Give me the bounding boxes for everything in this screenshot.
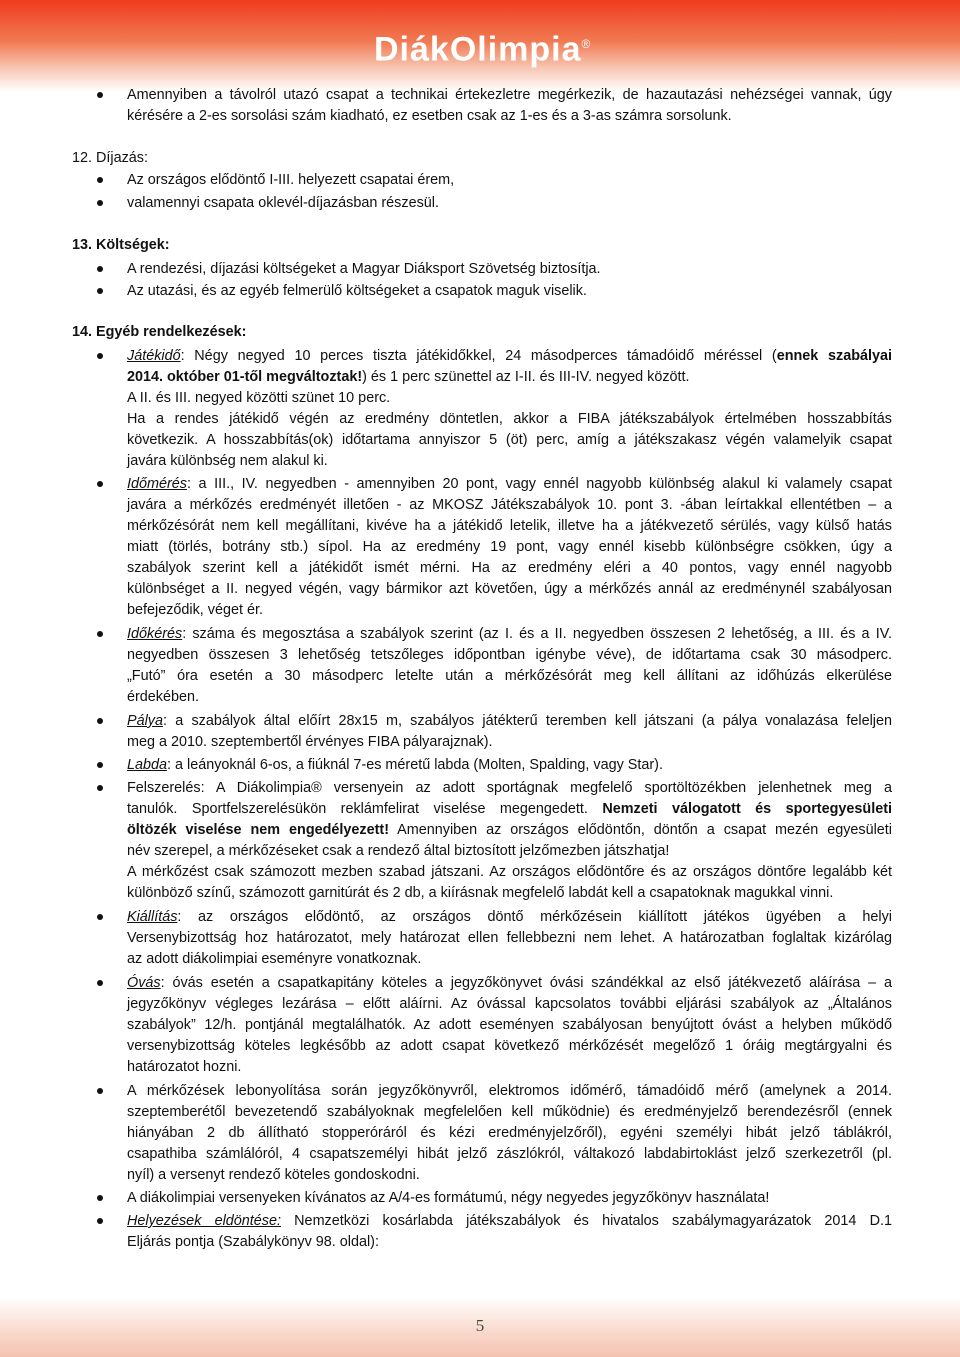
text-line: különböző színű, számozott garnitúrát és 2 db, a kiírásnak megfelelő labdát kell a csapatoknak magukkal vinni.: [127, 885, 834, 901]
term-ovas: Óvás: [127, 975, 161, 991]
text-line: Időkérés: száma és megosztása a szabályok szerint (az I. és a II. negyedben összesen 2 lehetőség, a III. és a IV.: [127, 626, 892, 642]
text-line: meg a 2010. szeptembertől érvényes FIBA pályarajznak).: [127, 734, 493, 750]
text-line: Amennyiben a távolról utazó csapat a technikai értekezletre megérkezik, de hazautazási nehézségei vannak, úgy: [127, 87, 892, 103]
text-line: szabályok szerint kell a játékidőt ismét mérni. Ha az eredmény eléri a 40 pontos, vagy ennél nagyobb: [127, 560, 892, 576]
text-line: öltözék viselése nem engedélyezett! Amennyiben az országos elődöntőn, döntőn a csapat mezén egyesületi: [127, 822, 892, 838]
text-line: Ha a rendes játékidő végén az eredmény döntetlen, akkor a FIBA játékszabályok értelmében hosszabbítás: [127, 411, 892, 427]
text-line: kérésére a 2-es sorsolási szám kiadható, ez esetben csak az 1-es és a 3-as számra sorsolunk.: [127, 108, 732, 124]
bullet-icon: [97, 200, 103, 206]
text-line: Pálya: a szabályok által előírt 28x15 m, szabályos játékterű teremben kell játszani (a pálya vonalazása feleljen: [127, 713, 892, 729]
bullet-icon: [97, 980, 103, 986]
section-heading-13: 13. Költségek:: [72, 237, 170, 253]
text-line: szabályok” 12/h. pontjánál megtalálhatók. Az adott eseményen szabályosan benyújtott óvást a helyben működő: [127, 1017, 892, 1033]
bullet-icon: [97, 288, 103, 294]
text-line: A diákolimpiai versenyeken kívánatos az A/4-es formátumú, négy negyedes jegyzőkönyv használata!: [127, 1190, 770, 1206]
text-line: Az utazási, és az egyéb felmerülő költségeket a csapatok maguk viselik.: [127, 283, 587, 299]
text-line: az adott diákolimpiai eseményre vonatkoznak.: [127, 951, 422, 967]
bullet-icon: [97, 631, 103, 637]
text-line: Időmérés: a III., IV. negyedben - amennyiben 20 pont, vagy ennél nagyobb különbség alakul ki valamely csapat: [127, 476, 892, 492]
text-line: Az országos elődöntő I-III. helyezett csapatai érem,: [127, 172, 455, 188]
text-line: csapathiba számlálóról, 4 csapatszemélyi hibát jelző zászlókról, váltakozó labdabirtoklást jelző szerkezetről (pl.: [127, 1146, 892, 1162]
section-heading-14: 14. Egyéb rendelkezések:: [72, 324, 247, 340]
text-line: mérkőzésórát nem kell megállítani, kivéve ha a játékidő letelik, illetve ha a játékvezető sérülés, vagy külső hatás: [127, 518, 892, 534]
term-idomeres: Időmérés: [127, 476, 187, 492]
text-line: Versenybizottság hoz határozatot, mely határozat ellen fellebbezni nem lehet. A határozatban foglaltak kizárólag: [127, 930, 892, 946]
term-jatekido: Játékidő: [127, 348, 181, 364]
text-line: Kiállítás: az országos elődöntő, az országos döntő mérkőzésein kiállított játékos ügyében a helyi: [127, 909, 892, 925]
text-line: Játékidő: Négy negyed 10 perces tiszta játékidőkkel, 24 másodperces támadóidő méréssel (ennek szabályai: [127, 348, 892, 364]
text-line: határozatot hozni.: [127, 1059, 242, 1075]
term-kiallitas: Kiállítás: [127, 909, 178, 925]
text-line: Felszerelés: A Diákolimpia® versenyein az adott sportágnak megfelelő sportöltözékben jelenhetnek meg a: [127, 780, 892, 796]
header-band: [0, 0, 960, 92]
bullet-icon: [97, 785, 103, 791]
text-line: jegyzőkönyv végleges lezárása – előtt aláírni. Az óvással kapcsolatos további eljárási szabályok az „Általános: [127, 996, 892, 1012]
text-line: Labda: a leányoknál 6-os, a fiúknál 7-es méretű labda (Molten, Spalding, vagy Star).: [127, 757, 663, 773]
text-line: miatt (törlés, botrány stb.) sípol. Ha az eredmény 19 pont, vagy ennél kisebb különbségre csökken, úgy a: [127, 539, 892, 555]
text-line: javára a mérkőzés eredményét illetően - az MKOSZ Játékszabályok 10. pont 3. -ában leírtakkal ellentétben – a: [127, 497, 892, 513]
bullet-icon: [97, 718, 103, 724]
text-line: A mérkőzést csak számozott mezben szabad játszani. Az országos elődöntőre és az országos döntőre legalább két: [127, 864, 892, 880]
bullet-icon: [97, 92, 103, 98]
bullet-icon: [97, 1218, 103, 1224]
text-line: név szerepel, a mérkőzéseket csak a rendező által biztosított jelzőmezben játszhatja!: [127, 843, 670, 859]
term-palya: Pálya: [127, 713, 163, 729]
text-line: szeptemberétől bevezetendő szabályoknak megfelelően kell működnie) és eredményjelző berendezésről (ennek: [127, 1104, 892, 1120]
text-line: tanulók. Sportfelszerelésükön reklámfelirat viselése megengedett. Nemzeti válogatott és sportegyesületi: [127, 801, 892, 817]
text-line: javára különbség nem alakul ki.: [127, 453, 328, 469]
bullet-icon: [97, 1195, 103, 1201]
text-line: valamennyi csapata oklevél-díjazásban részesül.: [127, 195, 439, 211]
bullet-icon: [97, 177, 103, 183]
text-line: következik. A hosszabbítás(ok) időtartama annyiszor 5 (öt) perc, amíg a játékszakasz végén valamelyik csapat: [127, 432, 892, 448]
term-labda: Labda: [127, 757, 168, 773]
term-helyezesek-eldontese: Helyezések eldöntése:: [127, 1213, 281, 1229]
bullet-icon: [97, 481, 103, 487]
text-line: A rendezési, díjazási költségeket a Magyar Diáksport Szövetség biztosítja.: [127, 261, 601, 277]
text-line: negyedben összesen 3 lehetőség tetszőleges időpontban igénybe véve), de időtartama csak 30 másodperc.: [127, 647, 892, 663]
text-line: nyíl) a versenyt rendező köteles gondoskodni.: [127, 1167, 420, 1183]
bullet-icon: [97, 266, 103, 272]
bullet-icon: [97, 762, 103, 768]
page-number: 5: [475, 1316, 485, 1335]
bullet-icon: [97, 914, 103, 920]
term-idokeres: Időkérés: [127, 626, 183, 642]
text-line: Eljárás pontja (Szabálykönyv 98. oldal):: [127, 1234, 379, 1250]
text-line: „Futó” óra esetén a 30 másodperc letelte után a mérkőzésórát meg kell állítani az időhúzás elkerülése: [127, 668, 892, 684]
text-line: Helyezések eldöntése: Nemzetközi kosárlabda játékszabályok és hivatalos szabálymagyarázatok 2014 D.1: [127, 1213, 892, 1229]
section-heading-12: 12. Díjazás:: [72, 150, 148, 166]
logo-registered-mark: ®: [581, 37, 592, 51]
text-line: különbséget a II. negyed végén, vagy bármikor azt követően, úgy a mérkőzés annál az eredménynél szabályosan: [127, 581, 892, 597]
diakolimpia-logo: [374, 24, 591, 69]
text-line: befejeződik, véget ér.: [127, 602, 264, 618]
bullet-icon: [97, 353, 103, 359]
bullet-icon: [97, 1088, 103, 1094]
text-line: Óvás: óvás esetén a csapatkapitány köteles a jegyzőkönyvet óvási szándékkal az első játékvezető aláírása – a: [127, 975, 892, 991]
text-line: versenybizottság köteles legkésőbb az adott csapat következő mérkőzését megelőző 1 óráig megtárgyalni és: [127, 1038, 892, 1054]
text-line: 2014. október 01-től megváltoztak!) és 1 perc szünettel az I-II. és III-IV. negyed között.: [127, 369, 690, 385]
text-line: A mérkőzések lebonyolítása során jegyzőkönyvről, elektromos időmérő, támadóidő mérő (amelynek a 2014.: [127, 1083, 892, 1099]
text-line: érdekében.: [127, 689, 200, 705]
logo-text: DiákOlimpia: [374, 30, 582, 69]
text-line: hiányában 2 db állítható stopperóráról és kézi eredményjelzőről), egyéni személyi hibát jelző táblákról,: [127, 1125, 892, 1141]
text-line: A II. és III. negyed közötti szünet 10 perc.: [127, 390, 391, 406]
